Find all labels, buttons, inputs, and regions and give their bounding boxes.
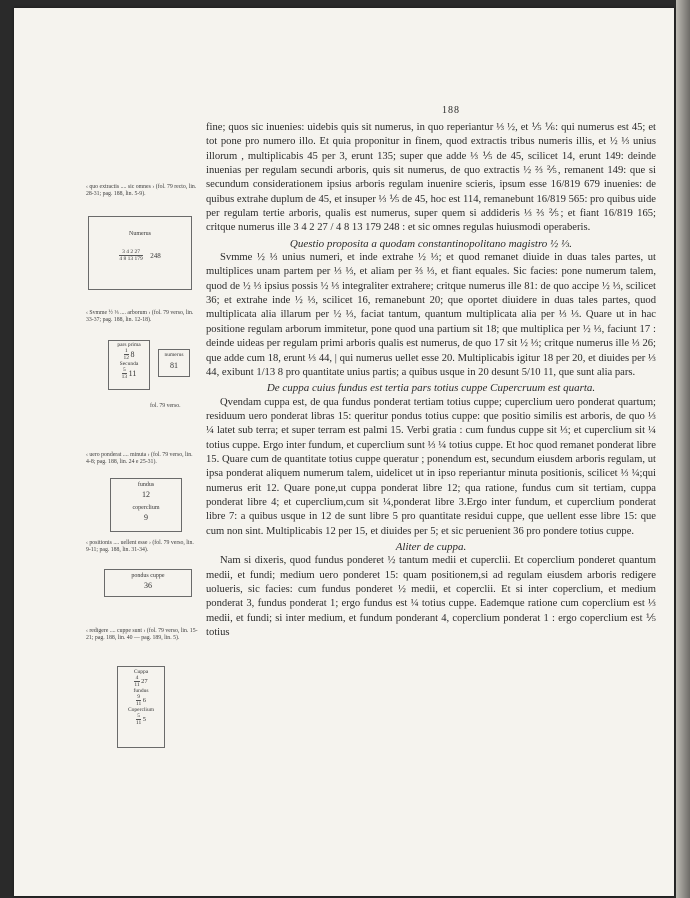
margin-note-2: ‹ Svmme ½ ⅓ .... arborum › (fol. 79 verso, lin. 33-37; pag. 188, lin. 12-18).	[86, 310, 194, 323]
heading-de-cuppa: De cuppa cuius fundus est tertia pars totius cuppe Cupercruum est quarta.	[266, 382, 596, 395]
frac-n: 4	[135, 675, 139, 681]
value-fundus: 12	[142, 490, 150, 499]
margin-note-1: ‹ quo extractis .... sic omnes › (fol. 79 recto, lin. 28-31; pag. 188, lin. 5-9).	[86, 184, 197, 197]
frac-d: 11	[135, 720, 142, 726]
frac-n: 5	[123, 367, 126, 373]
fraction-cuppa	[134, 675, 139, 688]
margin-note-4: ‹ uero ponderat .... minuta › (fol. 79 verso, lin. 4-8; pag. 188, lin. 24 e 25-31).	[86, 452, 193, 465]
label-pondus-cuppe: pondus cuppe	[131, 573, 165, 579]
figure-numerus-81	[158, 349, 190, 377]
label-coperclium-2: Coperclium	[128, 707, 154, 713]
value-fundus-2: 6	[142, 697, 147, 704]
page-edge	[676, 0, 690, 898]
label-cuppa: Cuppa	[133, 669, 149, 675]
label-fundus-2: fundus	[133, 688, 149, 694]
frac-d: 12	[123, 355, 129, 361]
figure-numerus-value: 248	[150, 251, 161, 260]
figure-pondus-cuppe	[104, 569, 192, 597]
heading-questio: Questio proposita a quodam constantinopolitano magistro ½ ⅓.	[289, 237, 573, 250]
margin-note-5: ‹ positionis .... uellent esse › (fol. 79 verso, lin. 9-11; pag. 188, lin. 31-34).	[86, 540, 194, 553]
main-text	[206, 121, 656, 640]
value-numerus: 81	[170, 361, 178, 370]
label-coperclium: coperclium	[132, 505, 160, 511]
figure-numerus-title: Numerus	[129, 231, 151, 237]
margin-note-6: ‹ redigere .... cuppe sunt › (fol. 79 verso, lin. 15-21; pag. 188, lin. 40 — pag. 189, lin. 5).	[86, 628, 198, 641]
fraction-fundus	[136, 694, 141, 707]
label-pars-prima: pars prima	[117, 342, 141, 348]
value-cuppa: 27	[141, 678, 148, 685]
page-number: 188	[442, 105, 460, 116]
value-coperclium-2: 5	[142, 716, 147, 723]
fraction-denominators: 4 8 13 179	[119, 256, 143, 262]
fraction-coperclium	[136, 713, 141, 726]
label-secunda: Secunda	[119, 361, 139, 367]
figure-numerus-fraction	[119, 249, 142, 262]
figure-fundus-coperclium	[110, 478, 182, 532]
frac-d: 11	[135, 701, 142, 707]
label-numerus: numerus	[164, 352, 184, 358]
figure-numerus	[88, 216, 192, 290]
value-pondus-cuppe: 36	[144, 581, 152, 590]
paragraph-1: fine; quos sic inuenies: uidebis quis sit numerus, in quo reperiantur ⅓ ½, et ⅕ ⅙: qui numerus est 45; et tot pone pro numero illo. Et quia proponitur in finem, quod extractis tribus numeris illis, et ½ ⅓ unius illorum , multiplicabis 45 per 3, erunt 135; super que adde ⅓ ⅕ de 45, scilicet 14, erunt 149: deinde inuenias per regulam secundi arboris, quis sit numerus, de quo extractis ½ ⅔ ⅖, remanent 149: que si secundum considerationem ipsius arboris regulam inuenire scieris, ipsum esse 16/819 679 inuenies: de quibus extrahe duplum de 45, et insuper ⅓ ⅕ de 45, hoc est 114, remanebunt 16/819 565: pro quibus uide per regulam tertie arboris, qualis est numerus, super quem si addideris ⅓ ⅔ ⅖; et fiant 16/819 165; critque numerus ille 3 4 2 27 / 4 8 13 179 248 : et sic omnes regulas huiusmodi operaberis.	[206, 122, 656, 234]
margin-note-3: fol. 79 verso.	[150, 403, 181, 409]
frac-d: 13	[121, 374, 128, 380]
value-coperclium: 9	[144, 513, 148, 522]
frac-d: 11	[134, 682, 140, 688]
frac-n: 9	[137, 694, 140, 700]
figure-partes	[108, 340, 150, 390]
value-secunda: 11	[128, 369, 137, 378]
paragraph-2: Svmme ½ ⅓ unius numeri, et inde extrahe ½ ⅓; et quod remanet diuide in duas tales partes, ut multiplices unam partem per ⅓ ⅓, et aliam per ⅔ ⅓, et fiant equales. Sic facies: pone numerum talem, quod de ½ ⅓ ipsius possis ½ ⅓ integraliter extrahere; critque numerus ille 81: de quo accipe ½ ⅓, scilicet 36; et extrahe inde ½ ⅓, scilicet 16, remanebunt 20; que oportet diuidere in duas tales partes, quod multiplicata alia illarum per ½ ⅓, faciat tantum, quantum multiplicata alia per ⅓ ⅓. Quare ut in hac positione regulam arborum immitetur, pone quod una partium sit 18; que multiplica per ½ ⅓, faciunt 17 : deinde uideas per regulam primi arboris qualis est numerus, de quo 17 sit ½ ⅓; critque numerus ille ⅓ 26; que adde cum 18, erunt ⅓ 44, | qui numerus uellet esse 20. Multiplicabis igitur 18 per 20, et diuides per ⅓ 44, exibunt 1/13 8 pro quantitate unius partis; a quibus usque in 20 desunt 5/10 11, que sunt alia pars.	[206, 252, 656, 378]
figure-cuppa	[117, 666, 165, 748]
paragraph-3: Qvendam cuppa est, de qua fundus ponderat tertiam totius cuppe; cuperclium uero ponderat quartum; residuum uero ponderat libras 15: queritur pondus totius cuppe: que positio similis est arboris, de quo ⅓ ¼ latet sub terra; et super terram est palmi 15. Verbi gratia : cum fundus cuppe sit ⅓; et cuperclium sit ¼ totius cuppe. Ergo inter fundum, et cuperclium sunt ⅓ ¼ totius cuppe. Et hoc quod remanet ponderat libre 15. Quare cum de quantitate totius cuppe queratur ; ponendum est, secundum eiusdem arboris regulam, ut ipsa ponderat aliquem numerum talem, uidelicet ut in ipso reperiantur minuta positionis, scilicet ⅓ ¼;qui numerus erit 12. Quare pone,ut cuppa ponderat libre 12; qua ratione, fundus cum sit tertiam, cuppa ponderat libre 4; et cuperclium,cum sit ¼,ponderat libre 3.Ergo inter fundum, et cuperclium ponderat libre 7: a quibus usque in 12 de sunt libre 5 pro quantitate residui cuppe, que uellent esse libre 15: que cum non sint. Multiplicabis 12 per 15, et diuides per 5; et sic peruenient 36 pro pondere totius cuppe.	[206, 396, 656, 537]
value-pars-prima: 8	[130, 350, 135, 359]
fraction-secunda	[122, 367, 128, 380]
label-fundus: fundus	[137, 482, 155, 488]
fraction-pars-prima	[124, 348, 130, 361]
frac-n: 1	[124, 348, 128, 354]
paragraph-4: Nam si dixeris, quod fundus ponderet ½ tantum medii et cuperclii. Et coperclium ponderet quantum medii, et fundi; medium uero ponderet 15: quam positionem,si ad regulam eiusdem arboris redigere uolueris, sic facies: cum fundus ponderet ½ medii, et coperclii. Et si inter coperclium, et medium ponderat 3, fundus ponderat 1; ergo fundus est ¼ totius cuppe. Eademque ratione cum coperclium est ⅓ medii, et fundi; si inter medium, et fundum ponderant 4, coperclium ponderat 1 : ergo coperclium est ⅕ totius	[206, 555, 656, 639]
heading-aliter: Aliter de cuppa.	[395, 540, 467, 553]
fraction-numerators: 3 4 2 27	[122, 249, 140, 255]
frac-n: 5	[137, 713, 140, 719]
